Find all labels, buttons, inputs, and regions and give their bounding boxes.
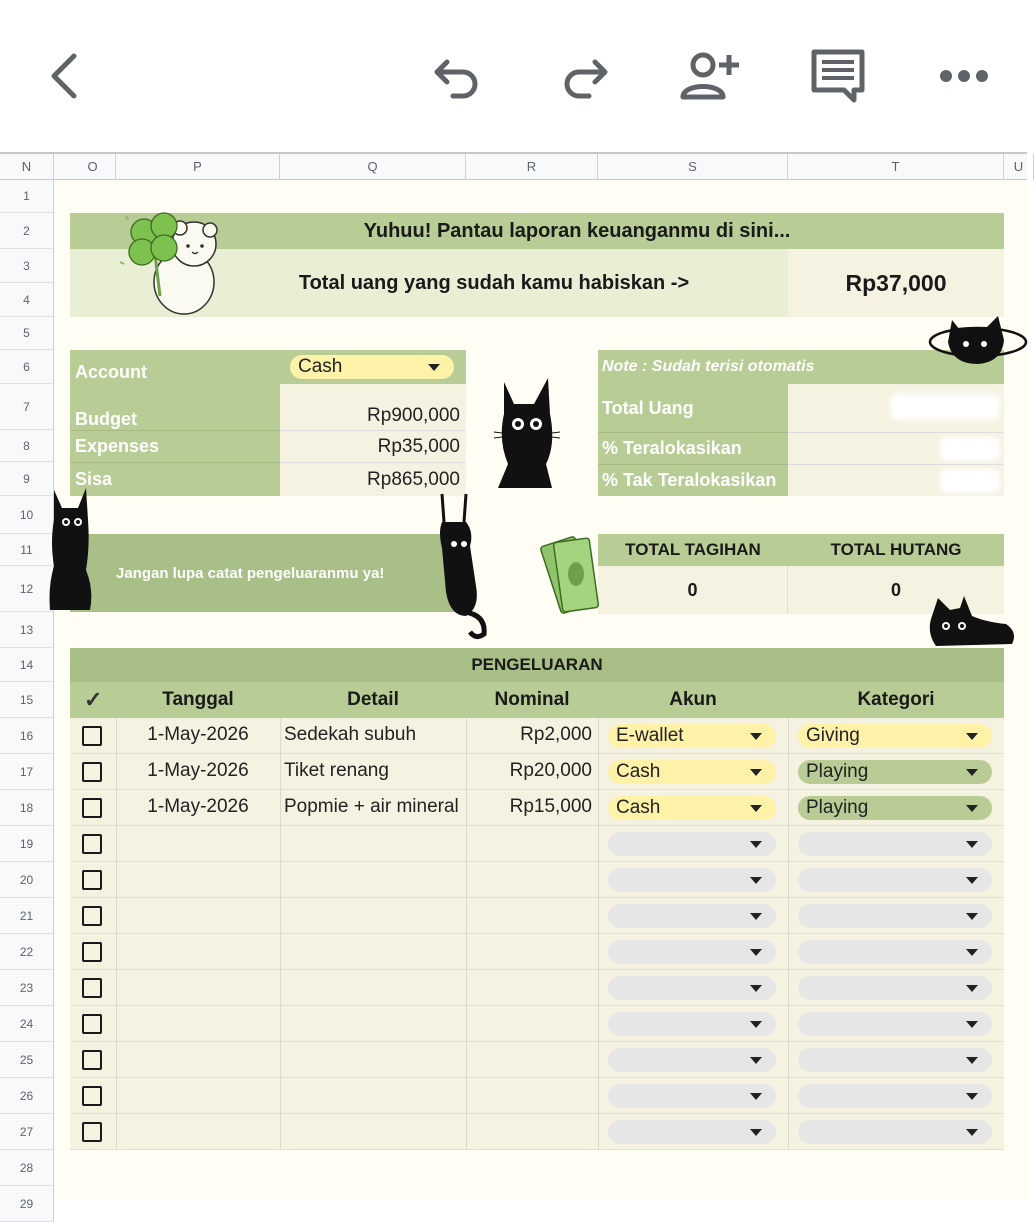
- row-header[interactable]: 27: [0, 1114, 54, 1150]
- column-divider: [280, 754, 281, 790]
- account-dropdown[interactable]: [290, 355, 454, 379]
- total-uang-label: Total Uang: [602, 397, 694, 418]
- chevron-down-icon: [750, 805, 762, 812]
- more-icon[interactable]: [934, 46, 994, 106]
- tanggal-cell[interactable]: 1-May-2026: [147, 760, 249, 781]
- row-header[interactable]: 25: [0, 1042, 54, 1078]
- kategori-dropdown[interactable]: [798, 976, 992, 1000]
- total-value: Rp37,000: [845, 269, 947, 296]
- chevron-down-icon: [750, 1021, 762, 1028]
- column-header-r[interactable]: R: [466, 154, 598, 180]
- chevron-down-icon: [750, 1129, 762, 1136]
- total-label: Total uang yang sudah kamu habiskan ->: [298, 271, 690, 294]
- chevron-down-icon: [750, 913, 762, 920]
- sisa-value: Rp865,000: [367, 468, 460, 490]
- redacted-value: [940, 437, 1000, 461]
- add-person-icon[interactable]: [680, 46, 740, 106]
- detail-header[interactable]: Detail: [347, 689, 399, 710]
- column-header-n[interactable]: N: [0, 154, 54, 180]
- column-header-o[interactable]: O: [70, 154, 116, 180]
- column-divider: [280, 898, 281, 934]
- budget-label-cell: [70, 384, 280, 430]
- table-row: [70, 1114, 1004, 1150]
- akun-dropdown[interactable]: [608, 796, 776, 820]
- column-divider: [788, 826, 789, 862]
- sisa-label: Sisa: [75, 469, 113, 489]
- column-divider: [598, 970, 599, 1006]
- akun-dropdown[interactable]: [608, 868, 776, 892]
- row-header[interactable]: 4: [0, 283, 54, 317]
- comment-icon[interactable]: [808, 46, 868, 106]
- akun-dropdown-value: Cash: [616, 761, 661, 782]
- expenses-value-cell: [280, 430, 466, 462]
- account-dropdown-value: Cash: [298, 356, 343, 377]
- chevron-down-icon: [750, 769, 762, 776]
- column-divider: [280, 970, 281, 1006]
- table-row: [70, 826, 1004, 862]
- column-divider: [598, 934, 599, 970]
- column-divider: [466, 1006, 467, 1042]
- chevron-down-icon: [966, 1129, 978, 1136]
- table-row: [70, 754, 1004, 790]
- column-divider: [280, 718, 281, 754]
- redo-icon[interactable]: [554, 46, 614, 106]
- chevron-down-icon: [966, 949, 978, 956]
- column-divider: [788, 754, 789, 790]
- column-divider: [280, 934, 281, 970]
- table-row: [70, 862, 1004, 898]
- column-divider: [788, 1078, 789, 1114]
- spreadsheet: [0, 152, 1027, 1211]
- column-divider: [466, 1042, 467, 1078]
- row-checkbox[interactable]: [82, 834, 102, 854]
- akun-dropdown[interactable]: [608, 1120, 776, 1144]
- column-divider: [116, 970, 117, 1006]
- budget-value: Rp900,000: [367, 405, 460, 426]
- akun-dropdown[interactable]: [608, 1012, 776, 1036]
- chevron-down-icon: [750, 733, 762, 740]
- total-hutang-label-cell: [788, 534, 1004, 566]
- kategori-dropdown[interactable]: [798, 832, 992, 856]
- table-row: [70, 1006, 1004, 1042]
- column-divider: [466, 1114, 467, 1150]
- kategori-dropdown[interactable]: [798, 796, 992, 820]
- detail-cell[interactable]: Popmie + air mineral: [284, 796, 459, 817]
- kategori-dropdown-value: Playing: [806, 797, 869, 818]
- column-header-u[interactable]: U: [1004, 154, 1034, 180]
- column-divider: [116, 898, 117, 934]
- chevron-down-icon: [750, 949, 762, 956]
- akun-dropdown[interactable]: [608, 976, 776, 1000]
- row-checkbox[interactable]: [82, 726, 102, 746]
- total-tagihan-value: 0: [687, 579, 698, 600]
- sisa-value-cell: [280, 462, 466, 496]
- row-header[interactable]: 22: [0, 934, 54, 970]
- redacted-value: [940, 469, 1000, 493]
- row-header[interactable]: 8: [0, 430, 54, 462]
- column-header-t[interactable]: T: [788, 154, 1004, 180]
- row-header[interactable]: 23: [0, 970, 54, 1006]
- row-header[interactable]: 18: [0, 790, 54, 826]
- chevron-down-icon: [966, 1093, 978, 1100]
- budget-value-cell: [280, 384, 466, 430]
- row-header[interactable]: 20: [0, 862, 54, 898]
- row-checkbox[interactable]: [82, 1014, 102, 1034]
- row-header[interactable]: 28: [0, 1150, 54, 1186]
- column-divider: [788, 718, 789, 754]
- kategori-dropdown[interactable]: [798, 1120, 992, 1144]
- column-divider: [598, 1078, 599, 1114]
- row-header[interactable]: 16: [0, 718, 54, 754]
- reminder-text: Jangan lupa catat pengeluaranmu ya!: [116, 564, 385, 582]
- row-header[interactable]: 21: [0, 898, 54, 934]
- chevron-down-icon: [966, 1021, 978, 1028]
- expenses-value: Rp35,000: [377, 435, 460, 457]
- chevron-down-icon: [750, 841, 762, 848]
- toolbar: [0, 0, 1027, 152]
- total-value-cell: [788, 249, 1004, 317]
- black-cat-left-sticker: [46, 486, 100, 612]
- akun-dropdown-value: E-wallet: [616, 725, 684, 746]
- account-label-cell: [70, 350, 280, 384]
- column-divider: [466, 970, 467, 1006]
- row-header[interactable]: 26: [0, 1078, 54, 1114]
- chevron-down-icon: [750, 1093, 762, 1100]
- tanggal-cell[interactable]: 1-May-2026: [147, 796, 249, 817]
- column-headers: [0, 152, 1027, 180]
- tak-teralokasikan-value-cell: [788, 464, 1004, 496]
- column-divider: [280, 862, 281, 898]
- column-divider: [598, 790, 599, 826]
- kategori-dropdown[interactable]: [798, 760, 992, 784]
- chevron-down-icon: [966, 841, 978, 848]
- row-checkbox[interactable]: [82, 798, 102, 818]
- chevron-down-icon: [750, 985, 762, 992]
- kategori-dropdown[interactable]: [798, 1012, 992, 1036]
- chevron-down-icon: [966, 805, 978, 812]
- budget-label: Budget: [75, 408, 137, 429]
- row-header[interactable]: 15: [0, 682, 54, 718]
- account-select-cell: [280, 350, 466, 384]
- planet-cat-sticker: [926, 312, 1027, 370]
- chevron-down-icon: [966, 733, 978, 740]
- row-header[interactable]: 7: [0, 384, 54, 430]
- column-divider: [598, 754, 599, 790]
- chevron-down-icon: [428, 364, 440, 371]
- column-divider: [466, 898, 467, 934]
- total-tagihan-value-cell: [598, 566, 788, 614]
- akun-dropdown[interactable]: [608, 724, 776, 748]
- kategori-dropdown-value: Playing: [806, 761, 869, 782]
- column-divider: [788, 790, 789, 826]
- column-divider: [280, 1042, 281, 1078]
- row-header[interactable]: 6: [0, 350, 54, 384]
- row-header[interactable]: 10: [0, 496, 54, 534]
- column-divider: [598, 1042, 599, 1078]
- akun-dropdown[interactable]: [608, 760, 776, 784]
- chevron-down-icon: [966, 877, 978, 884]
- column-divider: [788, 1114, 789, 1150]
- row-header[interactable]: 29: [0, 1186, 54, 1222]
- table-row: [70, 898, 1004, 934]
- column-header-s[interactable]: S: [598, 154, 788, 180]
- account-label: Account: [75, 361, 147, 382]
- table-row: [70, 718, 1004, 754]
- row-checkbox[interactable]: [82, 870, 102, 890]
- column-divider: [466, 826, 467, 862]
- teralokasikan-label-cell: [598, 432, 788, 464]
- column-divider: [466, 934, 467, 970]
- detail-cell[interactable]: Sedekah subuh: [284, 724, 417, 745]
- expenses-table-header-row: [70, 682, 1004, 718]
- chevron-down-icon: [966, 769, 978, 776]
- tanggal-header[interactable]: Tanggal: [162, 689, 234, 710]
- kategori-dropdown-value: Giving: [806, 725, 860, 746]
- akun-header[interactable]: Akun: [669, 689, 717, 710]
- nominal-cell[interactable]: Rp15,000: [509, 796, 592, 817]
- total-tagihan-label-cell: [598, 534, 788, 566]
- row-header[interactable]: 17: [0, 754, 54, 790]
- redacted-value: [890, 394, 1000, 420]
- column-header-q[interactable]: Q: [280, 154, 466, 180]
- row-checkbox[interactable]: [82, 906, 102, 926]
- akun-dropdown[interactable]: [608, 1048, 776, 1072]
- expenses-label-cell: [70, 430, 280, 462]
- nominal-cell[interactable]: Rp20,000: [509, 760, 592, 781]
- column-divider: [116, 1078, 117, 1114]
- row-header[interactable]: 11: [0, 534, 54, 566]
- table-row: [70, 970, 1004, 1006]
- column-divider: [788, 1042, 789, 1078]
- kategori-dropdown[interactable]: [798, 868, 992, 892]
- row-checkbox[interactable]: [82, 1122, 102, 1142]
- column-divider: [280, 790, 281, 826]
- money-sticker: [536, 534, 608, 618]
- column-divider: [788, 862, 789, 898]
- kategori-dropdown[interactable]: [798, 1048, 992, 1072]
- table-row: [70, 1042, 1004, 1078]
- table-row: [70, 790, 1004, 826]
- total-tagihan-label: TOTAL TAGIHAN: [625, 540, 761, 559]
- expenses-table-title: PENGELUARAN: [471, 655, 603, 674]
- column-header-p[interactable]: P: [116, 154, 280, 180]
- akun-dropdown[interactable]: [608, 832, 776, 856]
- row-header[interactable]: 5: [0, 317, 54, 350]
- header-title: Yuhuu! Pantau laporan keuanganmu di sini...: [363, 219, 791, 242]
- column-divider: [466, 862, 467, 898]
- column-divider: [788, 1006, 789, 1042]
- total-uang-label-cell: [598, 384, 788, 432]
- back-icon[interactable]: [34, 46, 94, 106]
- column-divider: [466, 1078, 467, 1114]
- row-checkbox[interactable]: [82, 1086, 102, 1106]
- kategori-header[interactable]: Kategori: [857, 689, 935, 710]
- note-text: Note : Sudah terisi otomatis: [602, 358, 815, 375]
- row-header[interactable]: 9: [0, 462, 54, 496]
- lying-cat-sticker: [926, 592, 1018, 650]
- chevron-down-icon: [750, 1057, 762, 1064]
- column-divider: [598, 1006, 599, 1042]
- detail-cell[interactable]: Tiket renang: [284, 760, 389, 781]
- column-divider: [116, 934, 117, 970]
- column-divider: [598, 718, 599, 754]
- column-divider: [280, 1078, 281, 1114]
- expenses-label: Expenses: [75, 436, 160, 456]
- chevron-down-icon: [750, 877, 762, 884]
- column-divider: [280, 826, 281, 862]
- sisa-label-cell: [70, 462, 280, 496]
- column-divider: [788, 898, 789, 934]
- column-divider: [116, 1042, 117, 1078]
- chevron-down-icon: [966, 1057, 978, 1064]
- column-divider: [116, 1006, 117, 1042]
- column-divider: [116, 862, 117, 898]
- kategori-dropdown[interactable]: [798, 1084, 992, 1108]
- expenses-table-title-cell: [70, 648, 1004, 682]
- column-divider: [280, 1114, 281, 1150]
- akun-dropdown[interactable]: [608, 940, 776, 964]
- row-header[interactable]: 14: [0, 648, 54, 682]
- kategori-dropdown[interactable]: [798, 904, 992, 928]
- tak-teralokasikan-label-cell: [598, 464, 788, 496]
- tanggal-cell[interactable]: 1-May-2026: [147, 724, 249, 745]
- nominal-cell[interactable]: Rp2,000: [520, 724, 592, 745]
- reminder-cell: [70, 534, 466, 612]
- column-divider: [788, 970, 789, 1006]
- column-divider: [116, 826, 117, 862]
- row-header[interactable]: 13: [0, 612, 54, 648]
- akun-dropdown[interactable]: [608, 1084, 776, 1108]
- teralokasikan-label: % Teralokasikan: [602, 438, 742, 458]
- row-header[interactable]: 3: [0, 249, 54, 283]
- row-header[interactable]: 2: [0, 213, 54, 249]
- column-divider: [598, 826, 599, 862]
- row-header[interactable]: 12: [0, 566, 54, 612]
- black-cat-sticker: [490, 374, 570, 492]
- undo-icon[interactable]: [428, 46, 488, 106]
- total-uang-value-cell: [788, 384, 1004, 432]
- tak-teralokasikan-label: % Tak Teralokasikan: [602, 470, 777, 490]
- column-divider: [598, 862, 599, 898]
- row-header[interactable]: 24: [0, 1006, 54, 1042]
- row-checkbox[interactable]: [82, 978, 102, 998]
- row-header[interactable]: 19: [0, 826, 54, 862]
- total-hutang-value: 0: [890, 579, 901, 600]
- nominal-header[interactable]: Nominal: [494, 689, 570, 710]
- check-header-icon: ✓: [84, 687, 103, 712]
- column-divider: [280, 1006, 281, 1042]
- table-row: [70, 1078, 1004, 1114]
- kategori-dropdown[interactable]: [798, 940, 992, 964]
- chevron-down-icon: [966, 985, 978, 992]
- row-checkbox[interactable]: [82, 942, 102, 962]
- row-checkbox[interactable]: [82, 1050, 102, 1070]
- row-checkbox[interactable]: [82, 762, 102, 782]
- hanging-cat-sticker: [436, 492, 494, 640]
- akun-dropdown[interactable]: [608, 904, 776, 928]
- column-divider: [116, 1114, 117, 1150]
- chevron-down-icon: [966, 913, 978, 920]
- akun-dropdown-value: Cash: [616, 797, 661, 818]
- column-divider: [788, 934, 789, 970]
- row-header[interactable]: 1: [0, 180, 54, 213]
- column-divider: [598, 898, 599, 934]
- kategori-dropdown[interactable]: [798, 724, 992, 748]
- total-hutang-label: TOTAL HUTANG: [830, 540, 962, 559]
- column-divider: [598, 1114, 599, 1150]
- teralokasikan-value-cell: [788, 432, 1004, 464]
- clover-bear-sticker: [112, 206, 234, 318]
- table-row: [70, 934, 1004, 970]
